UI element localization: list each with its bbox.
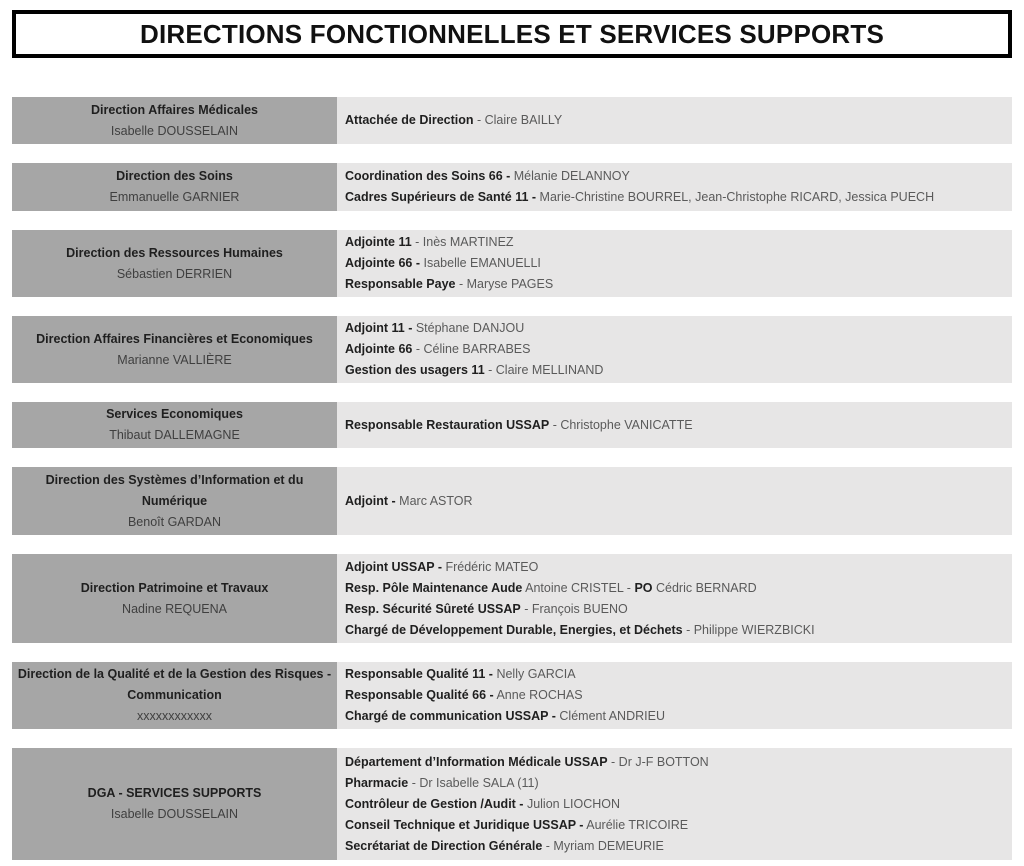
direction-staff-cell (337, 163, 1012, 211)
staff-person-name: - Claire BAILLY (473, 113, 563, 127)
staff-person-name: - Philippe WIERZBICKI (682, 622, 815, 637)
staff-person-name: Stéphane DANJOU (412, 321, 525, 335)
staff-line (345, 836, 1006, 857)
staff-person-name: Marc ASTOR (395, 493, 473, 508)
directions-list (12, 97, 1012, 860)
staff-line (345, 232, 1006, 253)
direction-header-cell (12, 748, 337, 860)
staff-line (345, 491, 1006, 512)
staff-person-name: - Myriam DEMEURIE (542, 838, 664, 853)
direction-head-name: Emmanuelle GARNIER (109, 190, 240, 204)
direction-name: Direction des Systèmes d’Information et du Numérique (45, 472, 304, 508)
direction-staff-cell (337, 402, 1012, 448)
direction-header-cell (12, 467, 337, 535)
staff-role-label: Responsable Qualité 66 - (345, 688, 494, 702)
staff-line (345, 360, 1006, 381)
page-title: DIRECTIONS FONCTIONNELLES ET SERVICES SUPPORTS (139, 18, 885, 49)
direction-row (12, 163, 1012, 211)
staff-person-name: Aurélie TRICOIRE (583, 817, 689, 832)
staff-person-name: - Dr Isabelle SALA (11) (408, 775, 539, 790)
staff-line (345, 166, 1006, 187)
staff-person-name: Anne ROCHAS (493, 688, 583, 702)
direction-row (12, 554, 1012, 643)
staff-line (345, 664, 1006, 685)
direction-header-cell (12, 230, 337, 297)
staff-person-name: Mélanie DELANNOY (510, 169, 630, 183)
staff-person-name: Clément ANDRIEU (555, 709, 665, 723)
staff-person-name: Marie-Christine BOURREL, Jean-Christophe RICARD, Jessica PUECH (536, 190, 935, 204)
staff-role-label: Cadres Supérieurs de Santé 11 - (345, 190, 537, 204)
direction-header-cell (12, 316, 337, 383)
staff-line (345, 706, 1006, 727)
staff-role-label: Chargé de Développement Durable, Energies, et Déchets (345, 622, 683, 637)
staff-line (345, 110, 1006, 131)
staff-role-label: Responsable Qualité 11 - (345, 667, 493, 681)
direction-name: Direction Patrimoine et Travaux (80, 580, 269, 595)
staff-line (345, 578, 1006, 599)
direction-header-cell (12, 97, 337, 144)
staff-role-label: Resp. Pôle Maintenance Aude (345, 580, 523, 595)
direction-staff-cell (337, 662, 1012, 729)
staff-person-name: Frédéric MATEO (442, 559, 539, 574)
staff-role-label: Adjointe 66 - (345, 256, 421, 270)
direction-name: Services Economiques (106, 407, 243, 421)
staff-line (345, 599, 1006, 620)
direction-head-name: Sébastien DERRIEN (116, 266, 233, 281)
staff-person-name: - Inès MARTINEZ (411, 235, 514, 249)
staff-line (345, 794, 1006, 815)
staff-person-name: Julion LIOCHON (523, 796, 621, 811)
staff-line (345, 415, 1006, 436)
direction-head-name: Marianne VALLIÈRE (117, 352, 232, 367)
staff-person-name: - Claire MELLINAND (484, 363, 604, 377)
direction-header-cell (12, 402, 337, 448)
staff-role-label: Contrôleur de Gestion /Audit - (345, 796, 524, 811)
staff-person-name: Cédric BERNARD (652, 580, 757, 595)
direction-name: Direction Affaires Médicales (91, 102, 258, 117)
direction-staff-cell (337, 748, 1012, 860)
page-title-box (12, 10, 1012, 58)
staff-role-label: Chargé de communication USSAP - (345, 709, 556, 723)
direction-row (12, 97, 1012, 144)
staff-line (345, 187, 1006, 208)
direction-head-name: xxxxxxxxxxxx (137, 709, 212, 723)
staff-role-label: Département d’Information Médicale USSAP (345, 754, 608, 769)
staff-role-label: Adjoint - (345, 493, 396, 508)
staff-line (345, 318, 1006, 339)
staff-role-label: Secrétariat de Direction Générale (345, 838, 543, 853)
direction-staff-cell (337, 316, 1012, 383)
staff-person-name: Nelly GARCIA (492, 667, 576, 681)
direction-header-cell (12, 662, 337, 729)
staff-role-label: Responsable Paye (345, 277, 456, 291)
direction-name: Direction des Soins (116, 169, 233, 183)
staff-line (345, 620, 1006, 641)
direction-header-cell (12, 554, 337, 643)
direction-name: Direction des Ressources Humaines (66, 245, 283, 260)
staff-role-label: Responsable Restauration USSAP (345, 417, 550, 432)
staff-role-label: Coordination des Soins 66 - (345, 169, 511, 183)
direction-row (12, 748, 1012, 860)
staff-person-name: - Christophe VANICATTE (549, 417, 693, 432)
staff-role-label: Adjoint 11 - (345, 321, 413, 335)
staff-line (345, 773, 1006, 794)
staff-line (345, 752, 1006, 773)
staff-role-label: Adjoint USSAP - (345, 559, 442, 574)
staff-person-name: - François BUENO (520, 601, 628, 616)
direction-header-cell (12, 163, 337, 211)
staff-role-label: Gestion des usagers 11 (345, 363, 485, 377)
direction-head-name: Nadine REQUENA (122, 601, 227, 616)
direction-staff-cell (337, 230, 1012, 297)
staff-role-label: Resp. Sécurité Sûreté USSAP (345, 601, 521, 616)
direction-staff-cell (337, 97, 1012, 144)
direction-staff-cell (337, 467, 1012, 535)
direction-staff-cell (337, 554, 1012, 643)
direction-head-name: Isabelle DOUSSELAIN (110, 123, 239, 138)
staff-person-name: - Céline BARRABES (412, 342, 531, 356)
direction-name: DGA - SERVICES SUPPORTS (87, 786, 262, 800)
staff-person-name: Isabelle EMANUELLI (420, 256, 541, 270)
direction-name: Direction de la Qualité et de la Gestion des Risques - Communication (17, 667, 332, 702)
direction-row (12, 467, 1012, 535)
staff-role-label: Attachée de Direction (345, 113, 474, 127)
staff-person-name: - Maryse PAGES (455, 277, 554, 291)
staff-line (345, 253, 1006, 274)
direction-row (12, 316, 1012, 383)
staff-line (345, 339, 1006, 360)
staff-role-label: Adjointe 11 (345, 235, 412, 249)
staff-role-label: Conseil Technique et Juridique USSAP - (345, 817, 584, 832)
staff-person-name: - Dr J-F BOTTON (607, 754, 709, 769)
direction-row (12, 402, 1012, 448)
direction-row (12, 230, 1012, 297)
direction-head-name: Thibaut DALLEMAGNE (109, 428, 240, 442)
staff-role-label: Pharmacie (345, 775, 409, 790)
staff-person-name: Antoine CRISTEL - (522, 580, 635, 595)
direction-head-name: Benoît GARDAN (127, 514, 222, 529)
staff-role-label: PO (634, 580, 653, 595)
direction-row (12, 662, 1012, 729)
staff-line (345, 274, 1006, 295)
staff-line (345, 685, 1006, 706)
staff-line (345, 815, 1006, 836)
direction-head-name: Isabelle DOUSSELAIN (110, 807, 239, 821)
staff-role-label: Adjointe 66 (345, 342, 413, 356)
direction-name: Direction Affaires Financières et Economiques (36, 331, 313, 346)
staff-line (345, 557, 1006, 578)
